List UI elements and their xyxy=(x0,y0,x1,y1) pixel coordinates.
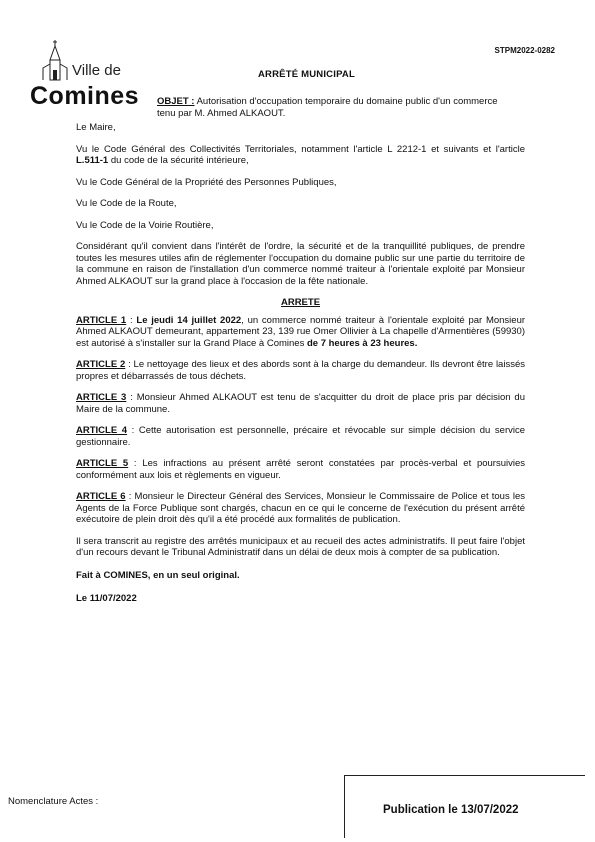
vu-code-route: Vu le Code de la Route, xyxy=(76,198,177,209)
article-1-text: , un commerce nommé traiteur à l'orientale exploité par Monsieur Ahmed ALKAOUT demeurant, appartement 23, 139 rue Omer Ollivier à La chapelle d'Armentières (59930) est autorisé à s'installer sur la Grand Place à Comines xyxy=(76,314,526,349)
document-title: ARRÊTÉ MUNICIPAL xyxy=(258,69,355,80)
vu-cgct xyxy=(76,144,525,167)
article-2 xyxy=(76,359,525,382)
article-4-text: Cette autorisation est personnelle, précaire et révocable sur simple décision du service gestionnaire. xyxy=(76,425,525,448)
vu-cgct-article: L.511-1 xyxy=(76,155,109,166)
church-tower-icon xyxy=(40,38,70,82)
logo-text-ville: Ville de xyxy=(72,62,121,79)
article-3-text: Monsieur Ahmed ALKAOUT est tenu de s'acquitter du droit de place pris par décision du Maire de la commune. xyxy=(76,392,526,415)
vu-cgct-text: Vu le Code Général des Collectivités Territoriales, notamment l'article L 2212-1 et suivants et l'article xyxy=(76,143,525,155)
article-1-date: Le jeudi 14 juillet 2022 xyxy=(136,314,242,326)
article-5 xyxy=(76,458,525,481)
signature-place: Fait à COMINES, en un seul original. xyxy=(76,569,240,581)
article-5-label: ARTICLE 5 xyxy=(76,458,129,469)
article-2-sep: : xyxy=(125,359,134,370)
article-3-sep: : xyxy=(126,392,137,403)
article-4 xyxy=(76,425,525,448)
document-body xyxy=(76,122,525,615)
article-6-text: Monsieur le Directeur Général des Services, Monsieur le Commissaire de Police et tous les Agents de la Force Publique sont chargés, chacun en ce qui le concerne de l'exécution du présent arrêté exécutoire de plein droit dès qu'il a été procédé aux formalités de publication. xyxy=(76,491,525,525)
article-3-label: ARTICLE 3 xyxy=(76,392,127,403)
arrete-heading: ARRETE xyxy=(280,297,321,308)
objet-block xyxy=(157,96,517,119)
article-1-label: ARTICLE 1 xyxy=(76,314,127,326)
objet-text: Autorisation d'occupation temporaire du domaine public d'un commerce tenu par M. Ahmed ALKAOUT. xyxy=(157,96,498,119)
vu-cgct-suffix: du code de la sécurité intérieure, xyxy=(108,155,249,166)
article-6 xyxy=(76,491,525,526)
article-5-sep: : xyxy=(128,458,143,469)
considerant: Considérant qu'il convient dans l'intérêt de l'ordre, la sécurité et de la tranquillité publiques, de prendre toutes les mesures utiles afin de réglementer l'occupation du domaine public sur une partie du territoire de la commune en raison de l'installation d'un commerce nommé traiteur à l'orientale exploité par Monsieur Ahmed ALKAOUT sur la grand place à l'occasion de la fête nationale. xyxy=(76,241,525,287)
nomenclature-label: Nomenclature Actes : xyxy=(8,796,99,807)
article-1 xyxy=(76,315,525,350)
article-2-text: Le nettoyage des lieux et des abords sont à la charge du demandeur. Ils devront être laissés propres et débarrassés de tous déchets. xyxy=(76,359,525,382)
objet-label: OBJET : xyxy=(157,96,195,107)
article-1-hours: de 7 heures à 23 heures. xyxy=(306,337,418,349)
signature-date: Le 11/07/2022 xyxy=(76,592,137,604)
city-logo xyxy=(30,38,140,113)
article-3 xyxy=(76,392,525,415)
article-6-sep: : xyxy=(125,491,135,502)
article-4-label: ARTICLE 4 xyxy=(76,425,128,436)
article-6-label: ARTICLE 6 xyxy=(76,491,126,502)
article-1-sep: : xyxy=(126,314,137,326)
document-reference: STPM2022-0282 xyxy=(494,46,555,55)
publication-box xyxy=(344,775,585,838)
transcription-notice: Il sera transcrit au registre des arrêtés municipaux et au recueil des actes administratifs. Il peut faire l'objet d'un recours devant le Tribunal Administratif dans un délai de deux mois à compter de sa publication. xyxy=(76,535,525,558)
article-5-text: Les infractions au présent arrêté seront constatées par procès-verbal et poursuivies conformément aux lois et règlements en vigueur. xyxy=(76,458,525,481)
article-2-label: ARTICLE 2 xyxy=(76,359,126,370)
publication-date: Publication le 13/07/2022 xyxy=(383,804,519,816)
le-maire: Le Maire, xyxy=(76,122,116,133)
vu-code-voirie: Vu le Code de la Voirie Routière, xyxy=(76,219,214,231)
vu-cgppp: Vu le Code Général de la Propriété des Personnes Publiques, xyxy=(76,176,337,188)
logo-text-comines: Comines xyxy=(30,82,140,110)
article-4-sep: : xyxy=(127,425,139,436)
